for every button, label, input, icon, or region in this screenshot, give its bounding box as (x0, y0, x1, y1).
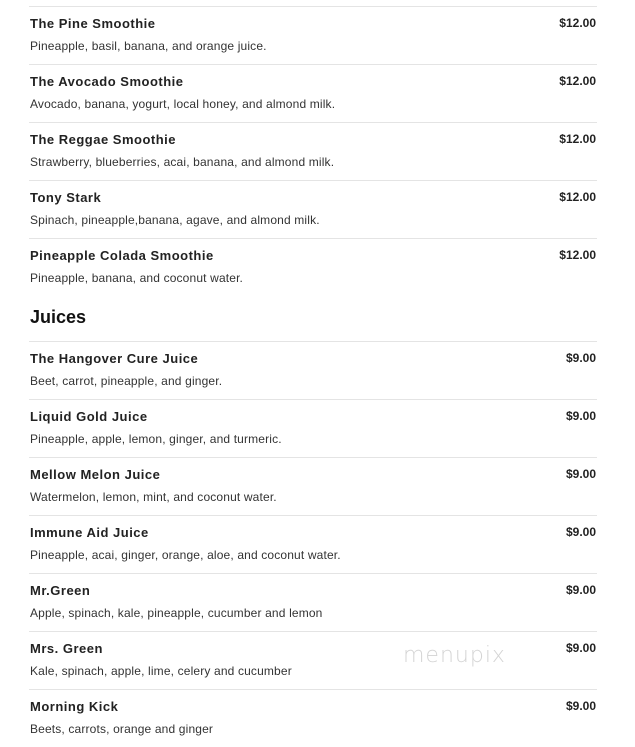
item-name: Pineapple Colada Smoothie (30, 248, 214, 263)
menu-item (29, 238, 597, 296)
menu-item (29, 64, 597, 122)
item-price: $12.00 (559, 74, 596, 88)
section-title: Juices (30, 307, 87, 327)
item-price: $9.00 (565, 409, 596, 423)
item-price: $9.00 (565, 699, 596, 713)
item-price: $12.00 (559, 190, 596, 204)
menu-item (29, 122, 597, 180)
item-name: Mrs. Green (30, 641, 103, 656)
item-price: $9.00 (565, 525, 596, 539)
item-price: $12.00 (559, 248, 596, 262)
item-description: Apple, spinach, kale, pineapple, cucumber and lemon (30, 606, 323, 620)
item-description: Watermelon, lemon, mint, and coconut water. (30, 490, 277, 504)
item-name: Mr.Green (30, 583, 91, 598)
menu-item (29, 180, 597, 238)
section-heading-juices (29, 296, 597, 341)
item-description: Pineapple, acai, ginger, orange, aloe, and coconut water. (30, 548, 341, 562)
item-name: The Hangover Cure Juice (30, 351, 199, 366)
menu-item (29, 573, 597, 631)
item-name: Liquid Gold Juice (30, 409, 148, 424)
item-price: $12.00 (559, 132, 596, 146)
menu-item (29, 6, 597, 64)
item-price: $9.00 (565, 583, 596, 597)
menu-item (29, 341, 597, 399)
item-name: Immune Aid Juice (30, 525, 149, 540)
item-description: Strawberry, blueberries, acai, banana, and almond milk. (30, 155, 335, 169)
item-name: The Pine Smoothie (30, 16, 156, 31)
item-name: The Avocado Smoothie (30, 74, 184, 89)
item-description: Spinach, pineapple,banana, agave, and almond milk. (30, 213, 320, 227)
item-description: Pineapple, basil, banana, and orange juice. (30, 39, 267, 53)
item-name: The Reggae Smoothie (30, 132, 177, 147)
item-description: Pineapple, banana, and coconut water. (30, 271, 244, 285)
menu-item (29, 399, 597, 457)
item-description: Kale, spinach, apple, lime, celery and cucumber (30, 664, 292, 678)
menu-item (29, 457, 597, 515)
item-description: Pineapple, apple, lemon, ginger, and turmeric. (30, 432, 282, 446)
item-description: Beet, carrot, pineapple, and ginger. (30, 374, 223, 388)
menu-item (29, 515, 597, 573)
item-price: $12.00 (559, 16, 596, 30)
item-description: Beets, carrots, orange and ginger (30, 722, 214, 736)
menu-list (29, 0, 597, 747)
menupix-watermark: menupix (403, 643, 506, 668)
item-name: Morning Kick (30, 699, 119, 714)
item-name: Mellow Melon Juice (30, 467, 161, 482)
menu-item (29, 631, 597, 689)
item-description: Avocado, banana, yogurt, local honey, and almond milk. (30, 97, 336, 111)
item-price: $9.00 (565, 641, 596, 655)
item-price: $9.00 (565, 467, 596, 481)
item-price: $9.00 (565, 351, 596, 365)
menu-item (29, 689, 597, 747)
item-name: Tony Stark (30, 190, 102, 205)
